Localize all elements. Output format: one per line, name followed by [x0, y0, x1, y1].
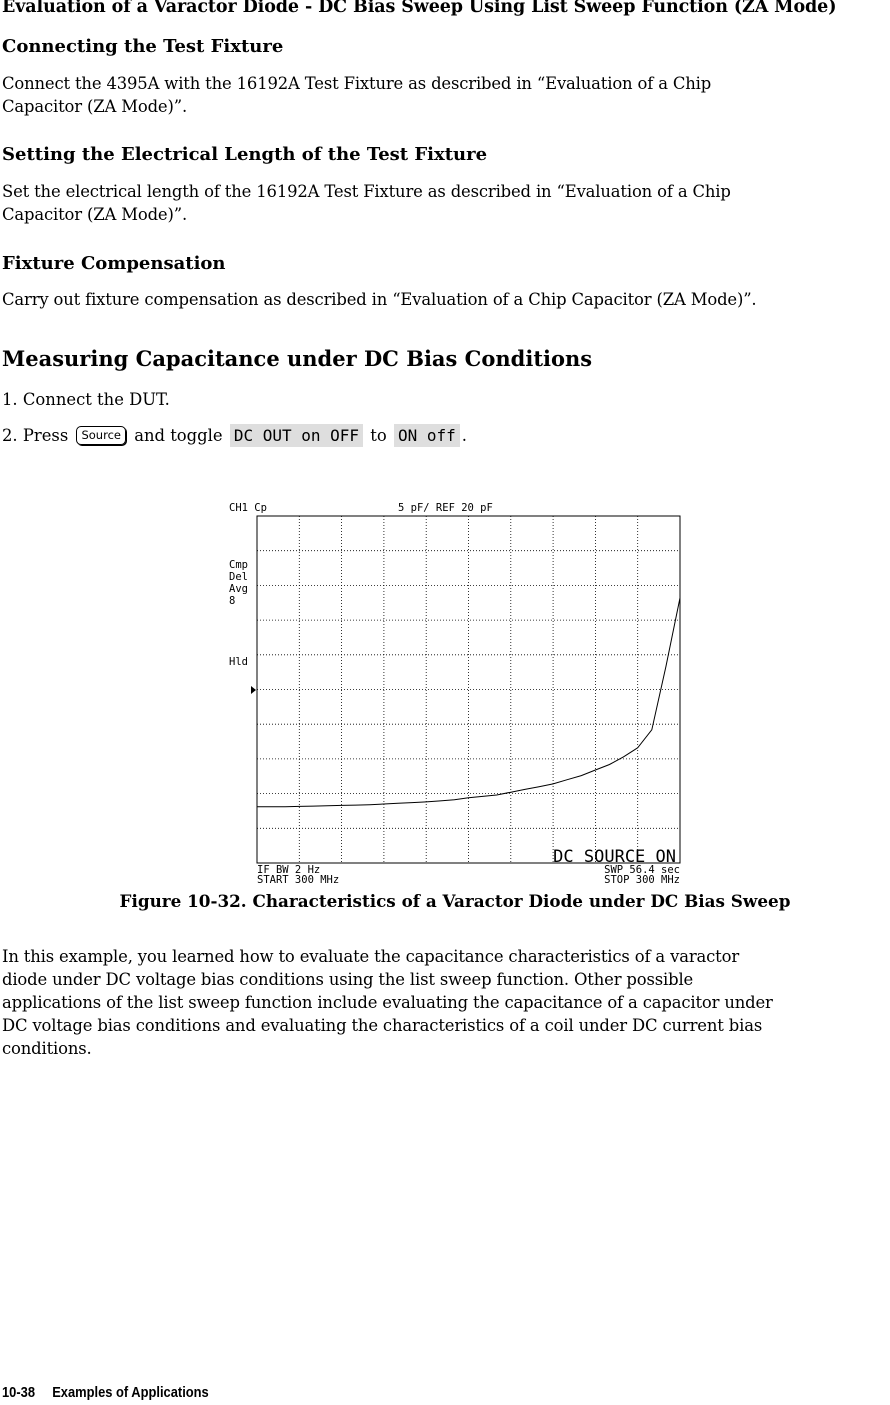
- start-label: START 300 MHz: [257, 874, 340, 886]
- if-bw-label: IF BW 2 Hz: [257, 864, 321, 876]
- status-label-del: Del: [229, 571, 248, 583]
- step-2-middle: and toggle: [134, 426, 223, 445]
- softkey-on-off[interactable]: ON off: [394, 424, 460, 447]
- section-heading-electrical-length: Setting the Electrical Length of the Test Fixture: [2, 144, 488, 165]
- paragraph-line: DC voltage bias conditions and evaluating the characteristics of a coil under DC current bias: [2, 1016, 763, 1035]
- scale-label: 5 pF/ REF 20 pF: [398, 502, 493, 514]
- paragraph-line: Capacitor (ZA Mode)”.: [2, 97, 188, 116]
- section-heading-measuring: Measuring Capacitance under DC Bias Conditions: [2, 346, 593, 371]
- status-label-avg: Avg: [229, 583, 248, 595]
- paragraph-line: conditions.: [2, 1039, 92, 1058]
- paragraph-summary: [2, 945, 773, 1060]
- section-heading-compensation: Fixture Compensation: [2, 253, 226, 274]
- figure-caption: Figure 10-32. Characteristics of a Varactor Diode under DC Bias Sweep: [119, 891, 791, 911]
- graticule-grid: [257, 516, 680, 863]
- chapter-title: Examples of Applications: [52, 1384, 209, 1401]
- paragraph-line: Set the electrical length of the 16192A Test Fixture as described in “Evaluation of a Chip: [2, 182, 731, 201]
- sweep-time-label: SWP 56.4 sec: [604, 864, 680, 876]
- paragraph-line: Capacitor (ZA Mode)”.: [2, 205, 188, 224]
- hold-label: Hld: [229, 656, 248, 668]
- page-footer: [2, 1384, 209, 1401]
- paragraph-line: In this example, you learned how to evaluate the capacitance characteristics of a varactor: [2, 947, 740, 966]
- section-heading-connecting: Connecting the Test Fixture: [2, 36, 284, 57]
- status-label-cmp: Cmp: [229, 559, 248, 571]
- step-2-end: .: [461, 426, 467, 445]
- status-label-avg-count: 8: [229, 595, 236, 607]
- step-1: 1. Connect the DUT.: [2, 390, 170, 409]
- step-2-to: to: [370, 426, 387, 445]
- paragraph-line: diode under DC voltage bias conditions using the list sweep function. Other possible: [2, 970, 694, 989]
- channel-label: CH1 Cp: [229, 502, 267, 514]
- paragraph-line: Connect the 4395A with the 16192A Test Fixture as described in “Evaluation of a Chip: [2, 74, 712, 93]
- paragraph-line: Carry out fixture compensation as described in “Evaluation of a Chip Capacitor (ZA Mode)”.: [2, 290, 757, 309]
- stop-label: STOP 300 MHz: [604, 874, 680, 886]
- softkey-dc-out-on-off[interactable]: DC OUT on OFF: [230, 424, 363, 447]
- paragraph-line: applications of the list sweep function include evaluating the capacitance of a capacitor under: [2, 993, 773, 1012]
- step-2-prefix: 2. Press: [2, 426, 69, 445]
- dc-source-annotation: DC SOURCE ON: [553, 847, 676, 867]
- reference-marker-icon: [251, 686, 256, 694]
- running-title: Evaluation of a Varactor Diode - DC Bias Sweep Using List Sweep Function (ZA Mode): [2, 0, 837, 17]
- source-hardkey[interactable]: Source: [76, 426, 126, 445]
- page-number: 10-38: [2, 1384, 36, 1401]
